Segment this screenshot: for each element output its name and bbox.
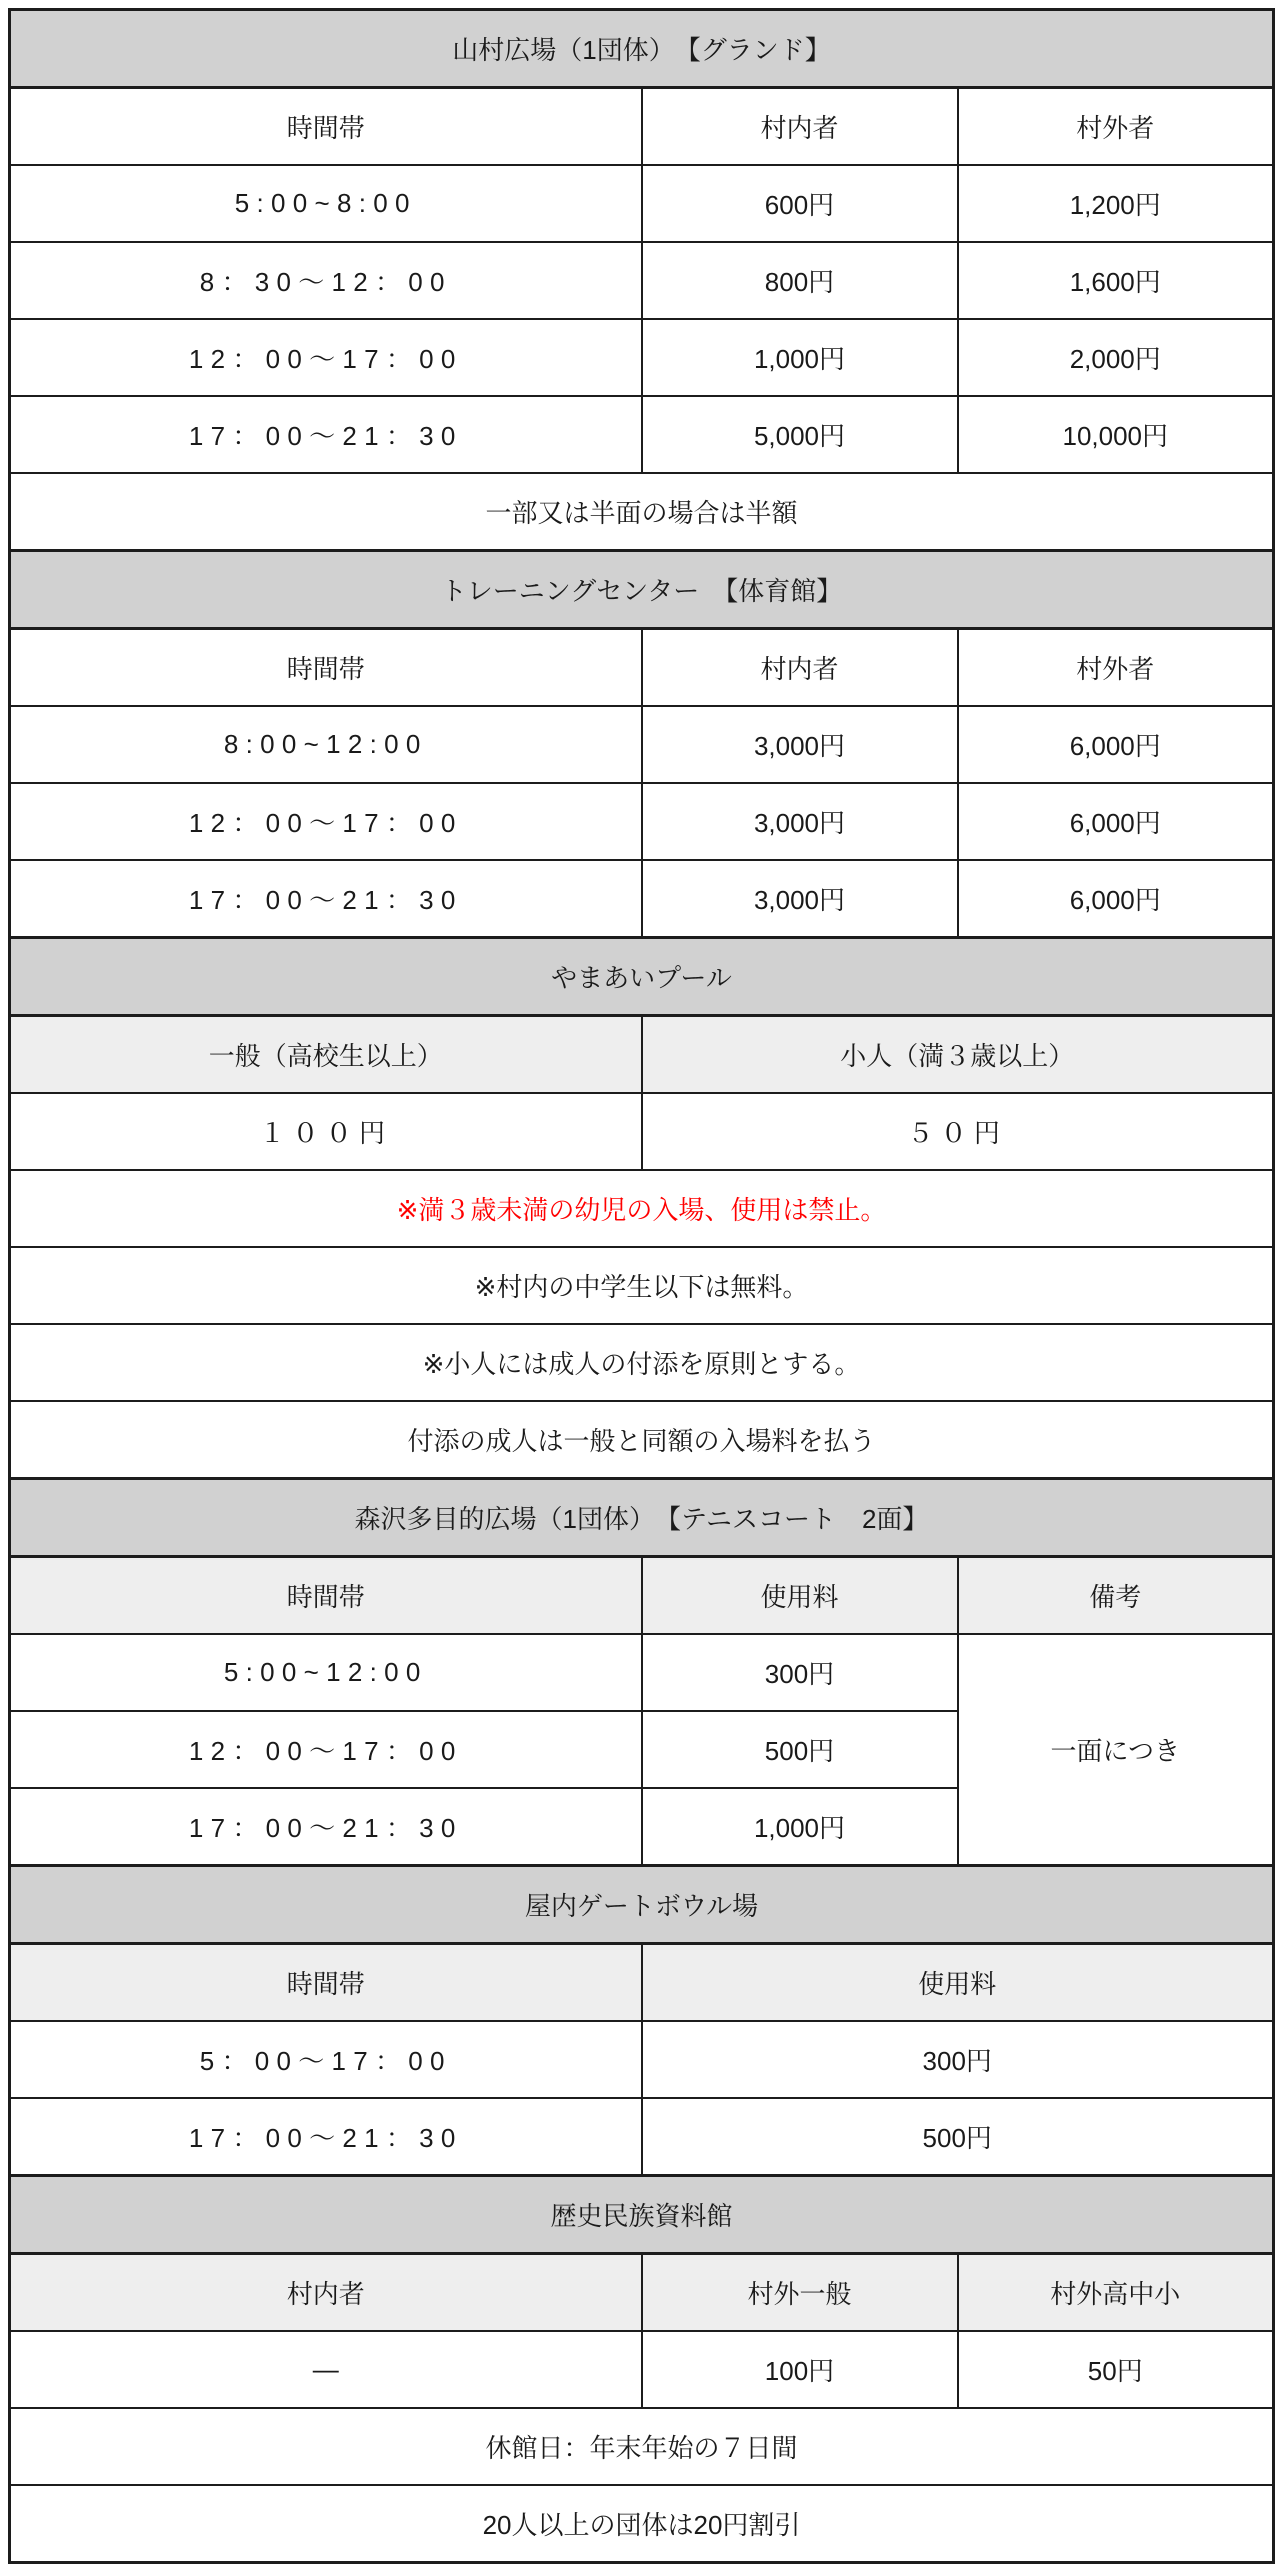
fee-row bbox=[10, 2331, 1274, 2408]
column-header-row bbox=[10, 88, 1274, 166]
fee-row bbox=[10, 319, 1274, 396]
column-header: 使用料 bbox=[642, 1557, 958, 1635]
section-header-row bbox=[10, 1479, 1274, 1557]
fee-row bbox=[10, 2098, 1274, 2176]
note-text: ※満３歳未満の幼児の入場、使用は禁止。 bbox=[10, 1170, 1274, 1247]
note-row bbox=[10, 2408, 1274, 2485]
row-label-cell: 8:00~12:00 bbox=[10, 706, 642, 783]
section-title: やまあいプール bbox=[10, 938, 1274, 1016]
row-label-cell: 17：00～21：30 bbox=[10, 2098, 642, 2176]
section-header-row bbox=[10, 10, 1274, 88]
section-title: 山村広場（1団体） 【グランド】 bbox=[10, 10, 1274, 88]
fee-cell: 6,000円 bbox=[958, 860, 1274, 938]
column-header: 時間帯 bbox=[10, 1557, 642, 1635]
column-header: 村外者 bbox=[958, 88, 1274, 166]
fee-row bbox=[10, 1093, 1274, 1170]
note-row bbox=[10, 1247, 1274, 1324]
column-header: 村外一般 bbox=[642, 2254, 958, 2332]
row-label-cell: 17：00～21：30 bbox=[10, 860, 642, 938]
fee-row bbox=[10, 165, 1274, 242]
column-header: 備考 bbox=[958, 1557, 1274, 1635]
row-label-cell: 12：00～17：00 bbox=[10, 1711, 642, 1788]
fee-cell: 800円 bbox=[642, 242, 958, 319]
note-text: ※村内の中学生以下は無料。 bbox=[10, 1247, 1274, 1324]
column-header-row bbox=[10, 1557, 1274, 1635]
fee-cell: 1,600円 bbox=[958, 242, 1274, 319]
section-header-row bbox=[10, 938, 1274, 1016]
fee-row bbox=[10, 2021, 1274, 2098]
row-label-cell: 5:00~8:00 bbox=[10, 165, 642, 242]
fee-cell: 2,000円 bbox=[958, 319, 1274, 396]
fee-cell: 1,200円 bbox=[958, 165, 1274, 242]
fee-cell: 500円 bbox=[642, 1711, 958, 1788]
note-text: 休館日：年末年始の７日間 bbox=[10, 2408, 1274, 2485]
column-header: 村内者 bbox=[10, 2254, 642, 2332]
fee-cell: 500円 bbox=[642, 2098, 1274, 2176]
fee-row bbox=[10, 242, 1274, 319]
fee-cell: 100円 bbox=[642, 2331, 958, 2408]
column-header: 時間帯 bbox=[10, 1944, 642, 2022]
fee-row bbox=[10, 783, 1274, 860]
section-title: トレーニングセンター 【体育館】 bbox=[10, 551, 1274, 629]
fee-cell: 3,000円 bbox=[642, 706, 958, 783]
fee-cell: 3,000円 bbox=[642, 860, 958, 938]
section-header-row bbox=[10, 551, 1274, 629]
row-label-cell: 17：00～21：30 bbox=[10, 1788, 642, 1866]
column-header-row bbox=[10, 629, 1274, 707]
column-header: 小人（満３歳以上） bbox=[642, 1016, 1274, 1094]
column-header-row bbox=[10, 1016, 1274, 1094]
fee-row bbox=[10, 860, 1274, 938]
column-header: 村外高中小 bbox=[958, 2254, 1274, 2332]
column-header: 時間帯 bbox=[10, 88, 642, 166]
column-header: 村内者 bbox=[642, 629, 958, 707]
fee-row bbox=[10, 396, 1274, 473]
section-title: 屋内ゲートボウル場 bbox=[10, 1866, 1274, 1944]
row-label-cell: 12：00～17：00 bbox=[10, 783, 642, 860]
row-label-cell: １００円 bbox=[10, 1093, 642, 1170]
note-text: 一部又は半面の場合は半額 bbox=[10, 473, 1274, 551]
note-row bbox=[10, 473, 1274, 551]
row-label-cell: 8：30～12：00 bbox=[10, 242, 642, 319]
fee-cell: 50円 bbox=[958, 2331, 1274, 2408]
fee-row bbox=[10, 706, 1274, 783]
note-row bbox=[10, 2485, 1274, 2563]
row-label-cell: 12：00～17：00 bbox=[10, 319, 642, 396]
fee-cell: 1,000円 bbox=[642, 319, 958, 396]
row-label-cell: ― bbox=[10, 2331, 642, 2408]
section-title: 森沢多目的広場（1団体） 【テニスコート 2面】 bbox=[10, 1479, 1274, 1557]
fee-cell: 6,000円 bbox=[958, 783, 1274, 860]
fee-cell: 一面につき bbox=[958, 1634, 1274, 1866]
column-header: 村外者 bbox=[958, 629, 1274, 707]
column-header: 一般（高校生以上） bbox=[10, 1016, 642, 1094]
fee-cell: 300円 bbox=[642, 2021, 1274, 2098]
column-header: 時間帯 bbox=[10, 629, 642, 707]
note-row bbox=[10, 1401, 1274, 1479]
note-row bbox=[10, 1324, 1274, 1401]
fee-cell: 10,000円 bbox=[958, 396, 1274, 473]
fee-cell: 600円 bbox=[642, 165, 958, 242]
fee-cell: 3,000円 bbox=[642, 783, 958, 860]
section-header-row bbox=[10, 2176, 1274, 2254]
note-row bbox=[10, 1170, 1274, 1247]
fee-row bbox=[10, 1634, 1274, 1711]
fee-table bbox=[8, 8, 1275, 2564]
note-text: ※小人には成人の付添を原則とする。 bbox=[10, 1324, 1274, 1401]
fee-cell: 1,000円 bbox=[642, 1788, 958, 1866]
fee-cell: 300円 bbox=[642, 1634, 958, 1711]
row-label-cell: 5：00～17：00 bbox=[10, 2021, 642, 2098]
column-header: 村内者 bbox=[642, 88, 958, 166]
row-label-cell: 17：00～21：30 bbox=[10, 396, 642, 473]
fee-cell: ５０円 bbox=[642, 1093, 1274, 1170]
note-text: 付添の成人は一般と同額の入場料を払う bbox=[10, 1401, 1274, 1479]
section-header-row bbox=[10, 1866, 1274, 1944]
row-label-cell: 5:00~12:00 bbox=[10, 1634, 642, 1711]
note-text: 20人以上の団体は20円割引 bbox=[10, 2485, 1274, 2563]
fee-table-body bbox=[10, 10, 1274, 2563]
column-header-row bbox=[10, 1944, 1274, 2022]
column-header: 使用料 bbox=[642, 1944, 1274, 2022]
section-title: 歴史民族資料館 bbox=[10, 2176, 1274, 2254]
fee-cell: 6,000円 bbox=[958, 706, 1274, 783]
fee-cell: 5,000円 bbox=[642, 396, 958, 473]
column-header-row bbox=[10, 2254, 1274, 2332]
